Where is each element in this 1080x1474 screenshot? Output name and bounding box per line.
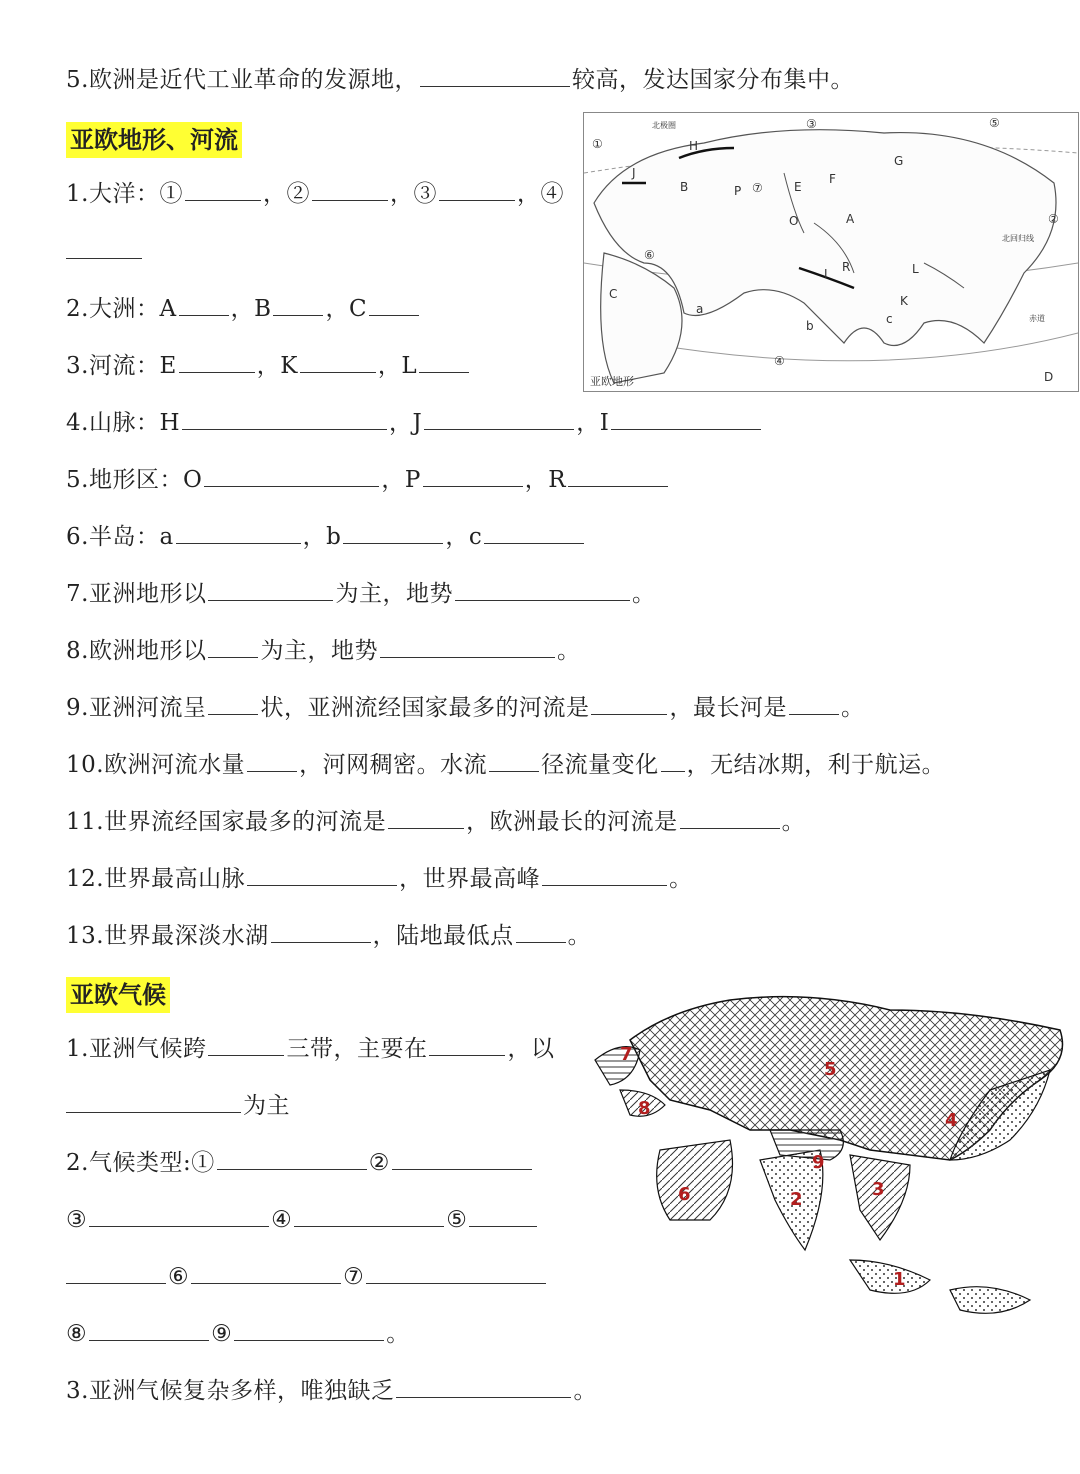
label-l: L bbox=[912, 262, 919, 276]
question-line: 3.河流：E ，K ，L bbox=[66, 350, 471, 381]
zone-number-1: 1 bbox=[893, 1269, 906, 1290]
ocean-label-1: ① bbox=[592, 137, 603, 151]
label-g: G bbox=[894, 154, 904, 168]
answer-blank[interactable] bbox=[680, 806, 780, 829]
zone-number-9: 9 bbox=[812, 1152, 825, 1173]
answer-blank[interactable] bbox=[789, 692, 839, 715]
answer-blank[interactable] bbox=[208, 1033, 284, 1056]
arctic-circle-label: 北极圈 bbox=[652, 121, 676, 130]
label-j: J bbox=[632, 166, 636, 180]
answer-blank[interactable] bbox=[208, 692, 258, 715]
answer-blank[interactable] bbox=[247, 863, 397, 886]
answer-blank[interactable] bbox=[568, 464, 668, 487]
island-shape bbox=[950, 1287, 1030, 1314]
answer-blank[interactable] bbox=[179, 293, 229, 316]
question-line: ⑥ ⑦ bbox=[66, 1261, 548, 1292]
question-line: ⑧ ⑨ 。 bbox=[66, 1318, 410, 1349]
answer-blank[interactable] bbox=[204, 464, 379, 487]
answer-blank[interactable] bbox=[392, 1147, 532, 1170]
label-b-peninsula: b bbox=[806, 319, 814, 333]
question-line: 为主 bbox=[66, 1090, 290, 1121]
answer-blank[interactable] bbox=[208, 635, 258, 658]
zone-number-8: 8 bbox=[638, 1098, 651, 1119]
zone-number-4: 4 bbox=[945, 1110, 958, 1131]
zone-number-5: 5 bbox=[824, 1059, 837, 1080]
answer-blank[interactable] bbox=[611, 407, 761, 430]
answer-blank[interactable] bbox=[312, 178, 388, 201]
equator-line bbox=[644, 333, 1078, 361]
answer-blank[interactable] bbox=[484, 521, 584, 544]
question-line: 12.世界最高山脉 ，世界最高峰 。 bbox=[66, 863, 693, 894]
question-line bbox=[66, 236, 144, 267]
answer-blank[interactable] bbox=[234, 1318, 384, 1341]
answer-blank[interactable] bbox=[380, 635, 555, 658]
question-line: ③ ④ ⑤ bbox=[66, 1204, 539, 1235]
question-line: 1.大洋：① ，② ，③ ，④ bbox=[66, 178, 564, 209]
label-c: C bbox=[609, 287, 618, 301]
answer-blank[interactable] bbox=[489, 749, 539, 772]
climate-zone-9 bbox=[770, 1130, 843, 1160]
answer-blank[interactable] bbox=[208, 578, 333, 601]
section-heading-climate: 亚欧气候 bbox=[66, 977, 170, 1013]
ocean-label-2: ② bbox=[1048, 212, 1059, 226]
answer-blank[interactable] bbox=[66, 1090, 241, 1113]
answer-blank[interactable] bbox=[176, 521, 301, 544]
answer-blank[interactable] bbox=[423, 464, 523, 487]
climate-zone-6 bbox=[657, 1140, 733, 1220]
answer-blank[interactable] bbox=[661, 749, 685, 772]
ocean-label-6: ⑥ bbox=[644, 248, 655, 262]
question-line: 10.欧洲河流水量 ，河网稠密。水流 径流量变化 ，无结冰期，利于航运。 bbox=[66, 749, 945, 780]
ocean-label-5: ⑤ bbox=[989, 116, 1000, 130]
answer-blank[interactable] bbox=[542, 863, 667, 886]
ocean-label-3: ③ bbox=[806, 117, 817, 131]
question-line: 11.世界流经国家最多的河流是 ，欧洲最长的河流是 。 bbox=[66, 806, 805, 837]
answer-blank[interactable] bbox=[217, 1147, 367, 1170]
eurasia-terrain-map bbox=[583, 112, 1079, 392]
answer-blank[interactable] bbox=[66, 1261, 166, 1284]
map-caption: 亚欧地形 bbox=[590, 375, 634, 388]
label-p: P bbox=[734, 184, 742, 198]
answer-blank[interactable] bbox=[366, 1261, 546, 1284]
question-line: 5.地形区：O ，P ，R bbox=[66, 464, 670, 495]
label-o: O bbox=[789, 214, 799, 228]
answer-blank[interactable] bbox=[66, 236, 142, 259]
answer-blank[interactable] bbox=[420, 64, 570, 87]
question-line: 2.大洲：A ，B ，C bbox=[66, 293, 421, 324]
label-i: I bbox=[824, 267, 828, 281]
answer-blank[interactable] bbox=[396, 1375, 571, 1398]
climate-zone-7 bbox=[595, 1047, 640, 1085]
answer-blank[interactable] bbox=[89, 1204, 269, 1227]
question-line: 7.亚洲地形以 为主，地势 。 bbox=[66, 578, 655, 609]
answer-blank[interactable] bbox=[591, 692, 667, 715]
asia-climate-map bbox=[590, 980, 1080, 1335]
label-a-peninsula: a bbox=[696, 302, 704, 316]
answer-blank[interactable] bbox=[271, 920, 371, 943]
section-heading-terrain: 亚欧地形、河流 bbox=[66, 122, 242, 158]
answer-blank[interactable] bbox=[439, 178, 515, 201]
answer-blank[interactable] bbox=[469, 1204, 537, 1227]
question-line: 6.半岛：a ，b ，c bbox=[66, 521, 586, 552]
answer-blank[interactable] bbox=[179, 350, 255, 373]
zone-number-3: 3 bbox=[872, 1179, 885, 1200]
sea-label-7: ⑦ bbox=[752, 181, 763, 195]
question-line: 5.欧洲是近代工业革命的发源地， 较高，发达国家分布集中。 bbox=[66, 64, 854, 95]
answer-blank[interactable] bbox=[429, 1033, 505, 1056]
label-d: D bbox=[1044, 370, 1054, 384]
answer-blank[interactable] bbox=[516, 920, 566, 943]
climate-zone-1 bbox=[850, 1260, 930, 1293]
zone-number-2: 2 bbox=[790, 1189, 803, 1210]
label-f: F bbox=[829, 172, 836, 186]
zone-number-7: 7 bbox=[620, 1044, 633, 1065]
answer-blank[interactable] bbox=[89, 1318, 209, 1341]
zone-number-6: 6 bbox=[678, 1184, 691, 1205]
answer-blank[interactable] bbox=[343, 521, 443, 544]
ocean-label-4: ④ bbox=[774, 354, 785, 368]
answer-blank[interactable] bbox=[294, 1204, 444, 1227]
answer-blank[interactable] bbox=[455, 578, 630, 601]
answer-blank[interactable] bbox=[388, 806, 464, 829]
answer-blank[interactable] bbox=[273, 293, 323, 316]
terrain-map-svg bbox=[584, 113, 1078, 391]
label-b: B bbox=[680, 180, 689, 194]
answer-blank[interactable] bbox=[185, 178, 261, 201]
question-line: 13.世界最深淡水湖 ，陆地最低点 。 bbox=[66, 920, 591, 951]
climate-map-svg bbox=[590, 980, 1080, 1335]
label-e: E bbox=[794, 180, 802, 194]
label-h: H bbox=[689, 139, 699, 153]
question-line: 2.气候类型:① ② bbox=[66, 1147, 534, 1178]
question-line: 8.欧洲地形以 为主，地势 。 bbox=[66, 635, 580, 666]
answer-blank[interactable] bbox=[300, 350, 376, 373]
label-r: R bbox=[842, 260, 851, 274]
question-line: 3.亚洲气候复杂多样，唯独缺乏 。 bbox=[66, 1375, 597, 1406]
equator-label: 赤道 bbox=[1029, 314, 1045, 323]
answer-blank[interactable] bbox=[424, 407, 574, 430]
question-line: 1.亚洲气候跨 三带，主要在 ，以 bbox=[66, 1033, 554, 1064]
answer-blank[interactable] bbox=[369, 293, 419, 316]
label-a: A bbox=[846, 212, 855, 226]
question-line: 4.山脉：H ，J ，I bbox=[66, 407, 763, 438]
label-c-peninsula: c bbox=[886, 312, 893, 326]
answer-blank[interactable] bbox=[191, 1261, 341, 1284]
tropic-label: 北回归线 bbox=[1002, 234, 1034, 243]
answer-blank[interactable] bbox=[182, 407, 387, 430]
answer-blank[interactable] bbox=[419, 350, 469, 373]
answer-blank[interactable] bbox=[247, 749, 297, 772]
question-line: 9.亚洲河流呈 状，亚洲流经国家最多的河流是 ，最长河是 。 bbox=[66, 692, 864, 723]
label-k: K bbox=[900, 294, 908, 308]
